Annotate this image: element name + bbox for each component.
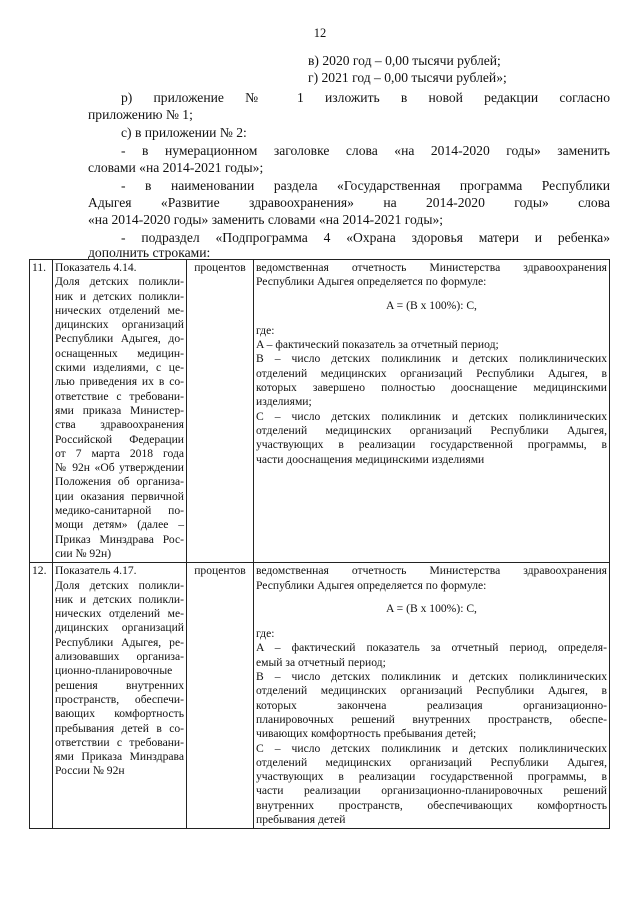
item-r-line-2: приложению № 1; [88,107,193,122]
bullet3-line-2: дополнить строками: [88,245,211,260]
indicator-name-line: дицинских организаций [55,621,184,635]
indicator-name-line: ответствии с требовани- [55,735,184,749]
item-s-line: с) в приложении № 2: [121,125,247,140]
indicator-name-line: сии № 92н) [55,546,112,560]
indicators-table [29,259,610,829]
formula: A = (B x 100%): C, [386,601,477,615]
indicator-name-line: ответствие с требовани- [55,389,184,403]
method-intro-line: Республики Адыгея определяется по формуле: [256,275,487,289]
unit-cell: процентов [187,260,254,563]
method-definition-line: участвующих в реализации государственной программы, в [256,438,607,452]
indicator-name-line: ции оказания первичной [55,489,184,503]
method-definition-line: части реализации организационно-планировочных решений [256,784,607,798]
amendment-line-v: в) 2020 год – 0,00 тысячи рублей; [308,53,501,68]
indicator-name-line: Республики Адыгея, до- [55,332,184,346]
method-definition-line: A – фактический показатель за отчетный период; [256,338,499,352]
method-definition-line: C – число детских поликлиник и детских поликлинических [256,409,607,423]
method-definition-line: изделиями; [256,395,312,409]
item-r-line-1: р) приложение № 1 изложить в новой редакции согласно [121,90,610,105]
method-definition-line: C – число детских поликлиник и детских поликлинических [256,741,607,755]
method-intro-line: ведомственная отчетность Министерства здравоохранения [256,261,607,274]
indicator-name-line: Показатель 4.17. [55,564,137,578]
indicator-name-line: ями Приказа Минздрава [55,750,184,764]
indicator-name-line: Показатель 4.14. [55,261,137,274]
indicator-name-line: дицинских организаций [55,318,184,332]
bullet1-line-1: - в нумерационном заголовке слова «на 2014-2020 годы» заменить [121,143,610,158]
indicator-name-line: оснащенных медицин- [55,346,184,360]
method-definition-line: которых закончена реализация организационно- [256,698,607,712]
formula: A = (B x 100%): C, [386,298,477,312]
method-definition-line: отделений медицинских организаций Республики Адыгея, в [256,684,607,698]
method-intro-line: ведомственная отчетность Министерства здравоохранения [256,564,607,578]
indicator-name-line: мощи детям» (далее – [55,518,184,532]
method-definition-line: B – число детских поликлиник и детских поликлинических [256,670,607,684]
bullet2-line-2: Адыгея «Развитие здравоохранения» на 2014-2020 годы» слова [88,195,610,210]
indicator-name-line: нических отделений ме- [55,607,184,621]
unit-cell: процентов [187,563,254,829]
indicator-name-line: ства здравоохранения [55,418,184,432]
indicators-table-body [30,260,610,829]
indicator-name-cell [53,563,187,829]
method-where: где: [256,627,275,641]
method-definition-line: пребывания детей [256,812,346,826]
method-definition-line: отделений медицинских организаций Республики Адыгея, [256,423,607,437]
indicator-name-line: ализовавших организа- [55,650,184,664]
indicator-name-line: ник и детских поликли- [55,289,184,303]
bullet2-line-3: «на 2014-2020 годы» заменить словами «на 2014-2021 годы»; [88,212,444,227]
indicator-name-line: Доля детских поликли- [55,578,184,592]
method-intro-line: Республики Адыгея определяется по формуле: [256,578,487,592]
method-definition-line: участвующих в реализации государственной программы, в [256,770,607,784]
indicator-name-line: скими изделиями, с це- [55,361,184,375]
indicator-name-line: Российской Федерации [55,432,184,446]
indicator-name-cell [53,260,187,563]
indicator-name-line: ционно-планировочные [55,664,173,678]
indicator-name-line: № 92н «Об утверждении [55,461,184,475]
indicator-name-line: пространств, обеспечи- [55,692,184,706]
bullet1-line-2: словами «на 2014-2021 годы»; [88,160,264,175]
indicator-name-line: России № 92н [55,764,125,778]
indicator-name-line: пребывания детей в со- [55,721,184,735]
method-definition-line: B – число детских поликлиник и детских поликлинических [256,352,607,366]
method-definition-line: внутренних пространств, обеспечивающих комфортность [256,798,607,812]
indicator-name-line: нических отделений ме- [55,303,184,317]
method-definition-line: A – фактический показатель за отчетный период, определя- [256,641,607,655]
indicator-name-line: медико-санитарной по- [55,504,184,518]
method-where: где: [256,323,275,337]
bullet3-line-1: - подраздел «Подпрограмма 4 «Охрана здоровья матери и ребенка» [121,230,610,245]
indicator-name-line: Приказ Минздрава Рос- [55,532,184,546]
row-number-cell: 11. [30,260,53,563]
indicator-name-line: решения внутренних [55,678,184,692]
row-number-cell: 12. [30,563,53,829]
indicator-name-line: вающих комфортность [55,707,184,721]
method-definition-line: планировочных решений внутренних пространств, обеспе- [256,712,607,726]
indicator-name-line: ями приказа Министер- [55,403,184,417]
table-row [30,563,610,829]
method-definition-line: емый за отчетный период; [256,655,386,669]
method-definition-line: чивающих комфортность пребывания детей; [256,727,477,741]
indicator-name-line: лью приведения их в со- [55,375,184,389]
method-definition-line: отделений медицинских организаций Республики Адыгея, в [256,366,607,380]
method-definition-line: которых завершено полностью дооснащение медицинскими [256,381,607,395]
method-definition-line: отделений медицинских организаций Республики Адыгея, [256,755,607,769]
indicator-name-line: Доля детских поликли- [55,275,184,289]
bullet2-line-1: - в наименовании раздела «Государственная программа Республики [121,178,610,193]
amendment-line-g: г) 2021 год – 0,00 тысячи рублей»; [308,70,507,85]
indicator-name-line: от 7 марта 2018 года [55,446,184,460]
calculation-method-cell [254,260,610,563]
calculation-method-cell [254,563,610,829]
table-row [30,260,610,563]
indicator-name-line: ник и детских поликли- [55,592,184,606]
method-definition-line: части дооснащения медицинскими изделиями [256,452,485,466]
page-number: 12 [313,26,327,40]
indicator-name-line: Положения об организа- [55,475,184,489]
indicator-name-line: Республики Адыгея, ре- [55,635,184,649]
